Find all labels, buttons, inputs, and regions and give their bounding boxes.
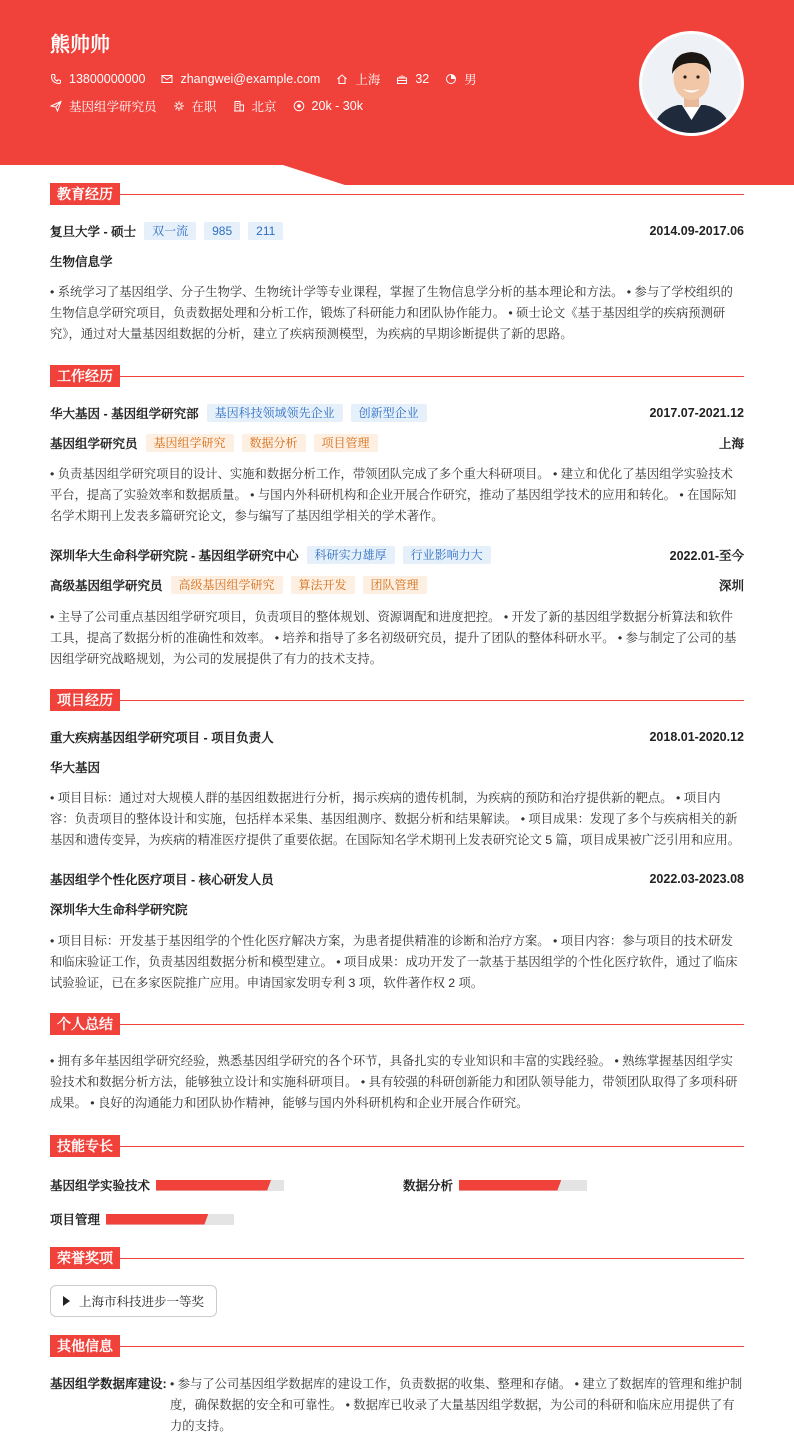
education-major-row	[50, 252, 744, 270]
age-item	[396, 72, 429, 86]
project-org-row	[50, 900, 744, 918]
email-item	[161, 72, 320, 86]
position-text: 基因组学研究员	[69, 100, 157, 114]
position-item	[50, 97, 157, 115]
work-description: • 主导了公司重点基因组学研究项目，负责项目的整体规划、资源调配和进度把控。 • 开发了新的基因组学数据分析算法和软件工具，提高了数据分析的准确性和效率。 • 培养和指导了多名初级研究员，提升了团队的整体科研水平。 • 参与制定了公司的基因组学研究战略规划，为公司的发展提供了有力的技术支持。	[50, 610, 737, 666]
section-skills	[50, 1135, 744, 1157]
salary-icon	[293, 100, 305, 112]
role-tag: 项目管理	[314, 434, 378, 452]
work-role-row	[50, 434, 744, 452]
role-tag: 高级基因组学研究	[171, 576, 283, 594]
gender-item	[445, 70, 477, 88]
gender-text: 男	[464, 73, 477, 87]
section-summary-title: 个人总结	[50, 1013, 120, 1035]
city-item	[336, 70, 380, 88]
award-text: 上海市科技进步一等奖	[79, 1295, 205, 1309]
play-triangle-icon	[63, 1296, 70, 1306]
work-company: 深圳华大生命科学研究院 - 基因组学研究中心	[50, 549, 299, 563]
work-location: 深圳	[718, 579, 744, 593]
section-divider	[120, 1346, 744, 1347]
candidate-name: 熊帅帅	[50, 34, 110, 56]
city-text: 上海	[355, 73, 381, 87]
role-tag: 算法开发	[291, 576, 355, 594]
section-other-title: 其他信息	[50, 1335, 120, 1357]
education-tag: 985	[204, 222, 240, 240]
email-text: zhangwei@example.com	[180, 72, 321, 86]
send-icon	[50, 100, 62, 112]
status-icon	[173, 100, 185, 112]
contact-row	[50, 70, 493, 88]
school-name: 复旦大学 - 硕士	[50, 225, 137, 239]
section-project-title: 项目经历	[50, 689, 120, 711]
skill-bar	[459, 1180, 587, 1191]
work-company: 华大基因 - 基因组学研究部	[50, 407, 199, 421]
skill-bar	[156, 1180, 284, 1191]
building-icon	[233, 100, 245, 112]
work-role: 基因组学研究员	[50, 437, 138, 451]
role-tag: 基因组学研究	[146, 434, 234, 452]
phone-item	[50, 72, 145, 86]
skill-bar-fill	[156, 1180, 271, 1191]
section-project	[50, 689, 744, 711]
role-tag: 数据分析	[242, 434, 306, 452]
avatar-photo	[642, 34, 741, 133]
skill-name: 数据分析	[403, 1179, 454, 1193]
company-tag: 行业影响力大	[403, 546, 491, 564]
project-org-row	[50, 758, 744, 776]
work-header	[50, 546, 744, 564]
salary-text: 20k - 30k	[311, 99, 363, 113]
target-city-text: 北京	[251, 100, 277, 114]
work-role-row	[50, 576, 744, 594]
skill-name: 项目管理	[50, 1213, 101, 1227]
skill-name: 基因组学实验技术	[50, 1179, 151, 1193]
work-description: • 负责基因组学研究项目的设计、实施和数据分析工作，带领团队完成了多个重大科研项目。 • 建立和优化了基因组学实验技术平台，提高了实验效率和数据质量。 • 与国内外科研机构和企业开展合作研究，推动了基因组学技术的应用和转化。 • 在国际知名学术期刊上发表多篇研究论文，参与编写了基因组学相关的学术著作。	[50, 467, 737, 523]
education-header	[50, 222, 744, 240]
work-role: 高级基因组学研究员	[50, 579, 163, 593]
section-work-title: 工作经历	[50, 365, 120, 387]
age-text: 32	[415, 72, 430, 86]
section-skills-title: 技能专长	[50, 1135, 120, 1157]
phone-text: 13800000000	[69, 72, 146, 86]
status-text: 在职	[191, 100, 217, 114]
project-title: 基因组学个性化医疗项目 - 核心研发人员	[50, 873, 274, 887]
education-period: 2014.09-2017.06	[649, 224, 744, 238]
project-header	[50, 728, 744, 746]
skill-bar	[106, 1214, 234, 1225]
work-period: 2017.07-2021.12	[649, 406, 744, 420]
education-major: 生物信息学	[50, 255, 113, 269]
project-title: 重大疾病基因组学研究项目 - 项目负责人	[50, 731, 274, 745]
other-info-row	[50, 1374, 744, 1437]
avatar	[639, 31, 744, 136]
section-awards	[50, 1247, 744, 1269]
project-description: • 项目目标：开发基于基因组学的个性化医疗解决方案，为患者提供精准的诊断和治疗方案。 • 项目内容：参与项目的技术研发和临床验证工作，负责基因组数据分析和模型建立。 • 项目成果：成功开发了一款基于基因组学的个性化医疗软件，通过了临床试验验证，已在多家医院推广应用。申请国家发明专利 3 项，软件著作权 2 项。	[50, 934, 738, 990]
company-tag: 科研实力雄厚	[307, 546, 395, 564]
section-other	[50, 1335, 744, 1357]
work-period: 2022.01-至今	[669, 549, 744, 563]
mail-icon	[161, 73, 173, 85]
section-divider	[120, 1024, 744, 1025]
company-tag: 基因科技领域领先企业	[207, 404, 343, 422]
gender-icon	[445, 73, 457, 85]
work-header	[50, 404, 744, 422]
summary-text: • 拥有多年基因组学研究经验，熟悉基因组学研究的各个环节，具备扎实的专业知识和丰富的实践经验。 • 熟练掌握基因组学实验技术和数据分析方法，能够独立设计和实施科研项目。 • 具有较强的科研创新能力和团队领导能力，带领团队取得了多项科研成果。 • 良好的沟通能力和团队协作精神，能够与国内外科研机构和企业开展合作研究。	[50, 1054, 738, 1110]
project-description: • 项目目标：通过对大规模人群的基因组数据进行分析，揭示疾病的遗传机制，为疾病的预防和治疗提供新的靶点。 • 项目内容：负责项目的整体设计和实施，包括样本采集、基因组测序、数据分析和结果解读。 • 项目成果：发现了多个与疾病相关的新基因和遗传变异，为疾病的精准医疗提供了重要依据。在国际知名学术期刊上发表研究论文 5 篇，项目成果被广泛引用和应用。	[50, 791, 741, 847]
role-tag: 团队管理	[363, 576, 427, 594]
section-summary	[50, 1013, 744, 1035]
skill-bar-fill	[459, 1180, 561, 1191]
age-icon	[396, 73, 408, 85]
education-tag: 双一流	[144, 222, 196, 240]
section-education	[50, 183, 744, 205]
work-location: 上海	[718, 437, 744, 451]
skill-bar-fill	[106, 1214, 208, 1225]
project-org: 深圳华大生命科学研究院	[50, 903, 188, 917]
resume-header	[0, 0, 794, 185]
section-divider	[120, 376, 744, 377]
section-divider	[120, 1258, 744, 1259]
phone-icon	[50, 73, 62, 85]
project-org: 华大基因	[50, 761, 101, 775]
award-item[interactable]	[50, 1285, 217, 1317]
education-tag: 211	[248, 222, 283, 240]
project-header	[50, 870, 744, 888]
section-divider	[120, 1146, 744, 1147]
skill-item	[403, 1176, 587, 1194]
section-divider	[120, 194, 744, 195]
status-item	[173, 97, 217, 115]
other-info-key: 基因组学数据库建设:	[50, 1377, 167, 1391]
section-awards-title: 荣誉奖项	[50, 1247, 120, 1269]
salary-item	[293, 99, 363, 113]
education-description: • 系统学习了基因组学、分子生物学、生物统计学等专业课程，掌握了生物信息学分析的基本理论和方法。 • 参与了学校组织的生物信息学研究项目，负责数据处理和分析工作，锻炼了科研能力和团队协作能力。 • 硕士论文《基于基因组学的疾病预测研究》，通过对大量基因组数据的分析，建立了疾病预测模型，为疾病的早期诊断提供了新的思路。	[50, 285, 733, 341]
section-work	[50, 365, 744, 387]
skill-item	[50, 1210, 234, 1228]
other-info-value: • 参与了公司基因组学数据库的建设工作，负责数据的收集、整理和存储。 • 建立了数据库的管理和维护制度，确保数据的安全和可靠性。 • 数据库已收录了大量基因组学数据，为公司的科研和临床应用提供了有力的支持。	[170, 1377, 743, 1433]
project-period: 2022.03-2023.08	[649, 872, 744, 886]
section-divider	[120, 700, 744, 701]
skill-item	[50, 1176, 284, 1194]
company-tag: 创新型企业	[351, 404, 427, 422]
job-intent-row	[50, 97, 379, 115]
section-education-title: 教育经历	[50, 183, 120, 205]
home-icon	[336, 73, 348, 85]
project-period: 2018.01-2020.12	[649, 730, 744, 744]
target-city-item	[233, 97, 277, 115]
